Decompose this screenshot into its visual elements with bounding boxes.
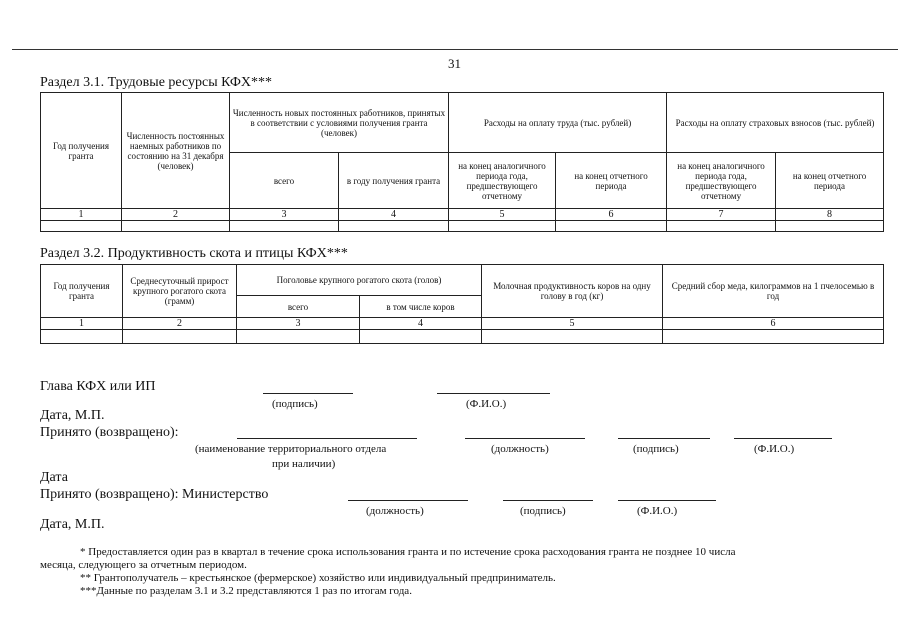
column-number: 7: [667, 209, 776, 221]
empty-cell[interactable]: [667, 221, 776, 232]
column-number: 4: [339, 209, 449, 221]
footnote-1-continuation: месяца, следующего за отчетным периодом.: [40, 559, 247, 571]
footnote-2: ** Грантополучатель – крестьянское (фермерское) хозяйство или индивидуальный предприниматель.: [80, 572, 556, 584]
position-line[interactable]: [465, 438, 585, 439]
empty-cell[interactable]: [663, 330, 884, 344]
header-herd-cows: в том числе коров: [360, 296, 482, 318]
empty-cell[interactable]: [339, 221, 449, 232]
header-honey: Средний сбор меда, килограммов на 1 пчелосемью в год: [663, 265, 884, 318]
header-milk: Молочная продуктивность коров на одну голову в год (кг): [482, 265, 663, 318]
header-herd: Поголовье крупного рогатого скота (голов): [237, 265, 482, 296]
empty-cell[interactable]: [41, 221, 122, 232]
empty-cell[interactable]: [776, 221, 884, 232]
empty-cell[interactable]: [449, 221, 556, 232]
position-line[interactable]: [348, 500, 468, 501]
date-stamp-label: Дата, М.П.: [40, 408, 105, 423]
header-ins-prev: на конец аналогичного периода года, предшествующего отчетному: [667, 153, 776, 209]
header-wage: Расходы на оплату труда (тыс. рублей): [449, 93, 667, 153]
column-number: 2: [122, 209, 230, 221]
header-wage-prev: на конец аналогичного периода года, предшествующего отчетному: [449, 153, 556, 209]
footnote-3: ***Данные по разделам 3.1 и 3.2 представляются 1 раз по итогам года.: [80, 585, 412, 597]
column-number: 6: [663, 318, 884, 330]
header-ins-cur: на конец отчетного периода: [776, 153, 884, 209]
top-rule: [12, 49, 898, 50]
section-3-1-title: Раздел 3.1. Трудовые ресурсы КФХ***: [40, 75, 273, 90]
name-caption: (Ф.И.О.): [637, 505, 678, 517]
header-year: Год получения гранта: [41, 93, 122, 209]
position-caption: (должность): [491, 443, 549, 455]
name-line[interactable]: [618, 500, 716, 501]
column-number: 4: [360, 318, 482, 330]
head-label: Глава КФХ или ИП: [40, 379, 156, 394]
empty-cell[interactable]: [482, 330, 663, 344]
header-wage-cur: на конец отчетного периода: [556, 153, 667, 209]
signature-line[interactable]: [618, 438, 710, 439]
column-number: 8: [776, 209, 884, 221]
name-line[interactable]: [734, 438, 832, 439]
page-number: 31: [448, 56, 461, 71]
date-label: Дата: [40, 470, 68, 485]
date-stamp-label: Дата, М.П.: [40, 517, 105, 532]
header-insurance: Расходы на оплату страховых взносов (тыс. рублей): [667, 93, 884, 153]
section-3-2-title: Раздел 3.2. Продуктивность скота и птицы КФХ***: [40, 246, 348, 261]
header-staff: Численность постоянных наемных работников по состоянию на 31 декабря (человек): [122, 93, 230, 209]
column-number: 2: [123, 318, 237, 330]
territorial-caption: (наименование территориального отдела: [195, 443, 387, 455]
empty-cell[interactable]: [360, 330, 482, 344]
header-daily-gain: Среднесуточный прирост крупного рогатого скота (грамм): [123, 265, 237, 318]
column-number: 3: [230, 209, 339, 221]
column-number: 6: [556, 209, 667, 221]
empty-cell[interactable]: [122, 221, 230, 232]
header-year: Год получения гранта: [41, 265, 123, 318]
name-caption: (Ф.И.О.): [754, 443, 795, 455]
column-number: 5: [449, 209, 556, 221]
header-herd-total: всего: [237, 296, 360, 318]
header-new-in-year: в году получения гранта: [339, 153, 449, 209]
name-caption: (Ф.И.О.): [466, 398, 507, 410]
name-line[interactable]: [437, 393, 550, 394]
empty-cell[interactable]: [123, 330, 237, 344]
column-number: 1: [41, 318, 123, 330]
accepted-label: Принято (возвращено):: [40, 425, 179, 440]
signature-line[interactable]: [503, 500, 593, 501]
empty-cell[interactable]: [230, 221, 339, 232]
column-number: 3: [237, 318, 360, 330]
column-number: 1: [41, 209, 122, 221]
empty-cell[interactable]: [556, 221, 667, 232]
territorial-caption-2: при наличии): [272, 458, 336, 470]
footnote-1: * Предоставляется один раз в квартал в течение срока использования гранта и по истечение срока расходования гранта не позднее 10 числа: [80, 546, 736, 558]
labor-resources-table: [40, 92, 884, 232]
signature-caption: (подпись): [272, 398, 318, 410]
signature-caption: (подпись): [633, 443, 679, 455]
column-number: 5: [482, 318, 663, 330]
empty-cell[interactable]: [237, 330, 360, 344]
position-caption: (должность): [366, 505, 424, 517]
signature-line[interactable]: [263, 393, 353, 394]
header-new-workers: Численность новых постоянных работников, принятых в соответствии с условиями получения гранта (человек): [230, 93, 449, 153]
signature-caption: (подпись): [520, 505, 566, 517]
territorial-line[interactable]: [237, 438, 417, 439]
productivity-table: [40, 264, 884, 344]
empty-cell[interactable]: [41, 330, 123, 344]
accepted-ministry-label: Принято (возвращено): Министерство: [40, 487, 269, 502]
header-new-total: всего: [230, 153, 339, 209]
